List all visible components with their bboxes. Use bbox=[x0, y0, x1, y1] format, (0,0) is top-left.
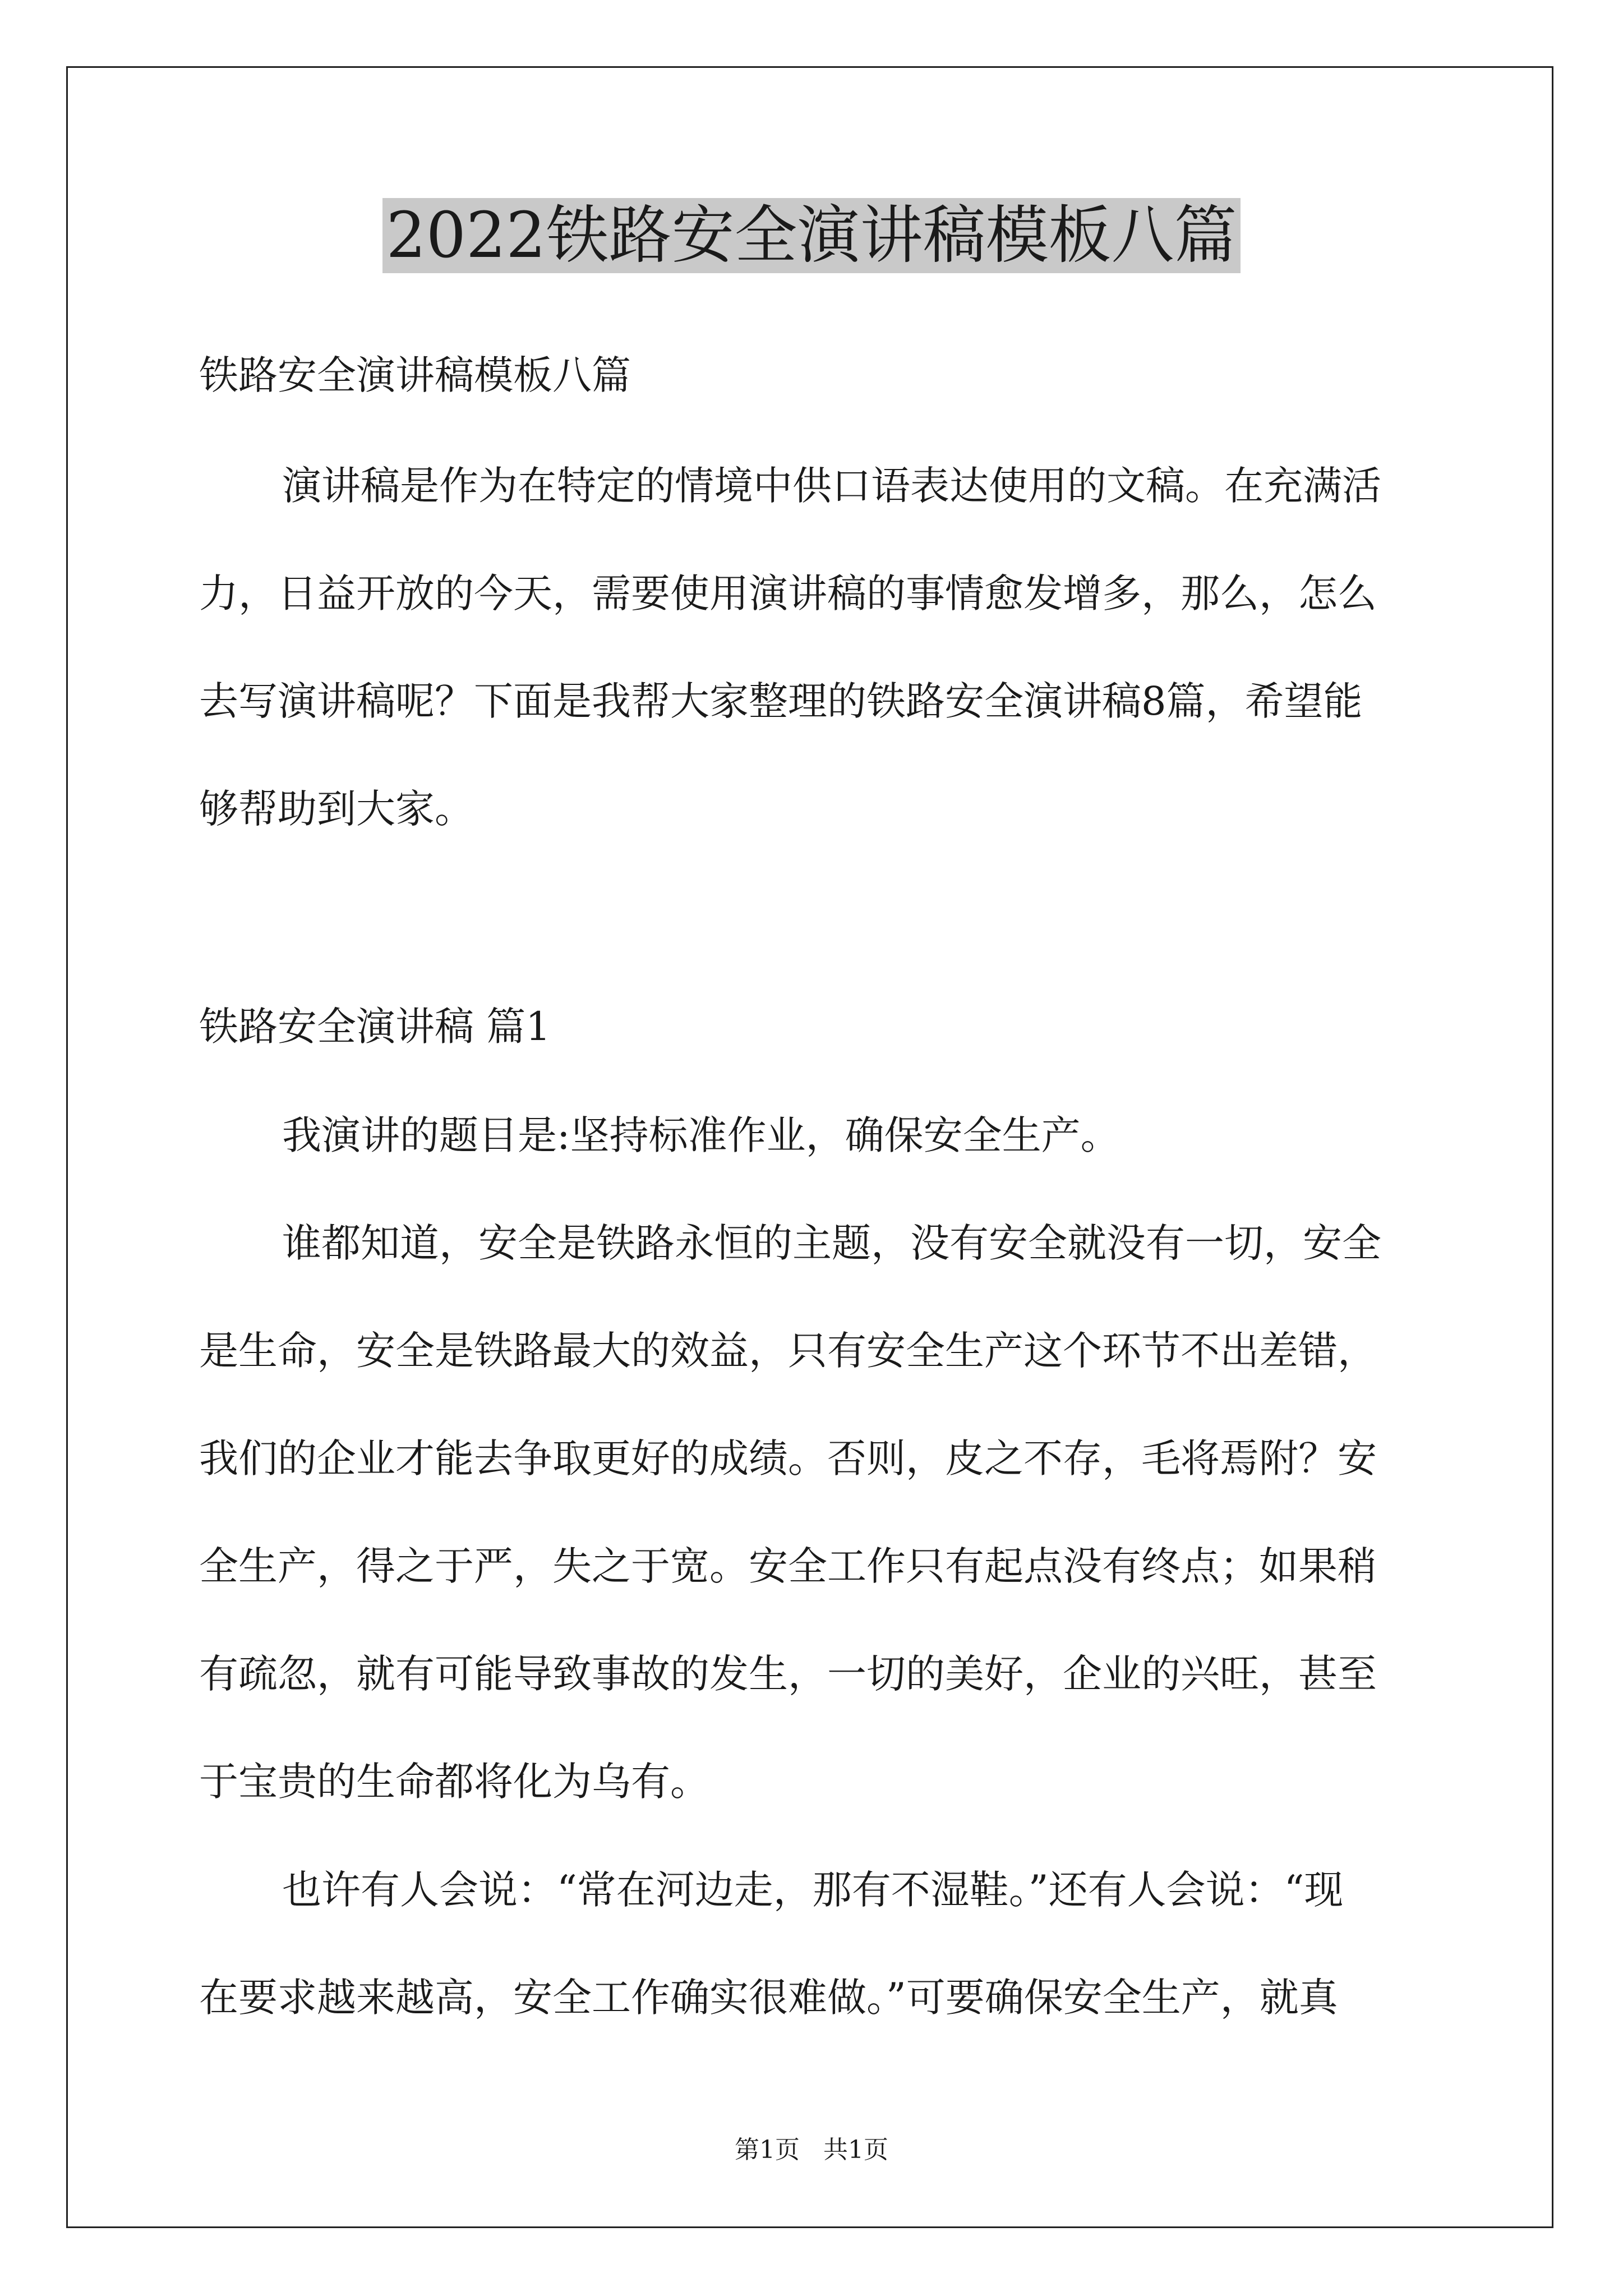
paragraph-line: 有疏忽，就有可能导致事故的发生，一切的美好，企业的兴旺，甚至 bbox=[199, 1651, 1377, 1697]
paragraph-line: 够帮助到大家。 bbox=[199, 786, 474, 832]
paragraph-line: 力，日益开放的今天，需要使用演讲稿的事情愈发增多，那么，怎么 bbox=[199, 570, 1377, 616]
paragraph-line: 是生命，安全是铁路最大的效益，只有安全生产这个环节不出差错， bbox=[199, 1328, 1377, 1374]
page-footer: 第1页 共1页 bbox=[735, 2136, 888, 2164]
paragraph-line: 谁都知道，安全是铁路永恒的主题，没有安全就没有一切，安全 bbox=[282, 1220, 1381, 1266]
document-title: 2022铁路安全演讲稿模板八篇 bbox=[0, 194, 1623, 278]
paragraph-line: 演讲稿是作为在特定的情境中供口语表达使用的文稿。在充满活 bbox=[282, 463, 1381, 509]
paragraph-line: 在要求越来越高，安全工作确实很难做。”可要确保安全生产，就真 bbox=[199, 1975, 1338, 2021]
section-heading: 铁路安全演讲稿 篇1 bbox=[199, 1004, 551, 1050]
paragraph-line: 于宝贵的生命都将化为乌有。 bbox=[199, 1759, 709, 1805]
paragraph-line: 全生产，得之于严，失之于宽。安全工作只有起点没有终点；如果稍 bbox=[199, 1543, 1377, 1589]
paragraph-line: 也许有人会说：“常在河边走，那有不湿鞋。”还有人会说：“现 bbox=[282, 1867, 1344, 1913]
paragraph-line: 我演讲的题目是:坚持标准作业，确保安全生产。 bbox=[282, 1112, 1120, 1158]
subtitle-line: 铁路安全演讲稿模板八篇 bbox=[199, 352, 631, 398]
paragraph-line: 去写演讲稿呢？下面是我帮大家整理的铁路安全演讲稿8篇，希望能 bbox=[199, 678, 1363, 724]
paragraph-line: 我们的企业才能去争取更好的成绩。否则，皮之不存，毛将焉附？安 bbox=[199, 1435, 1377, 1481]
